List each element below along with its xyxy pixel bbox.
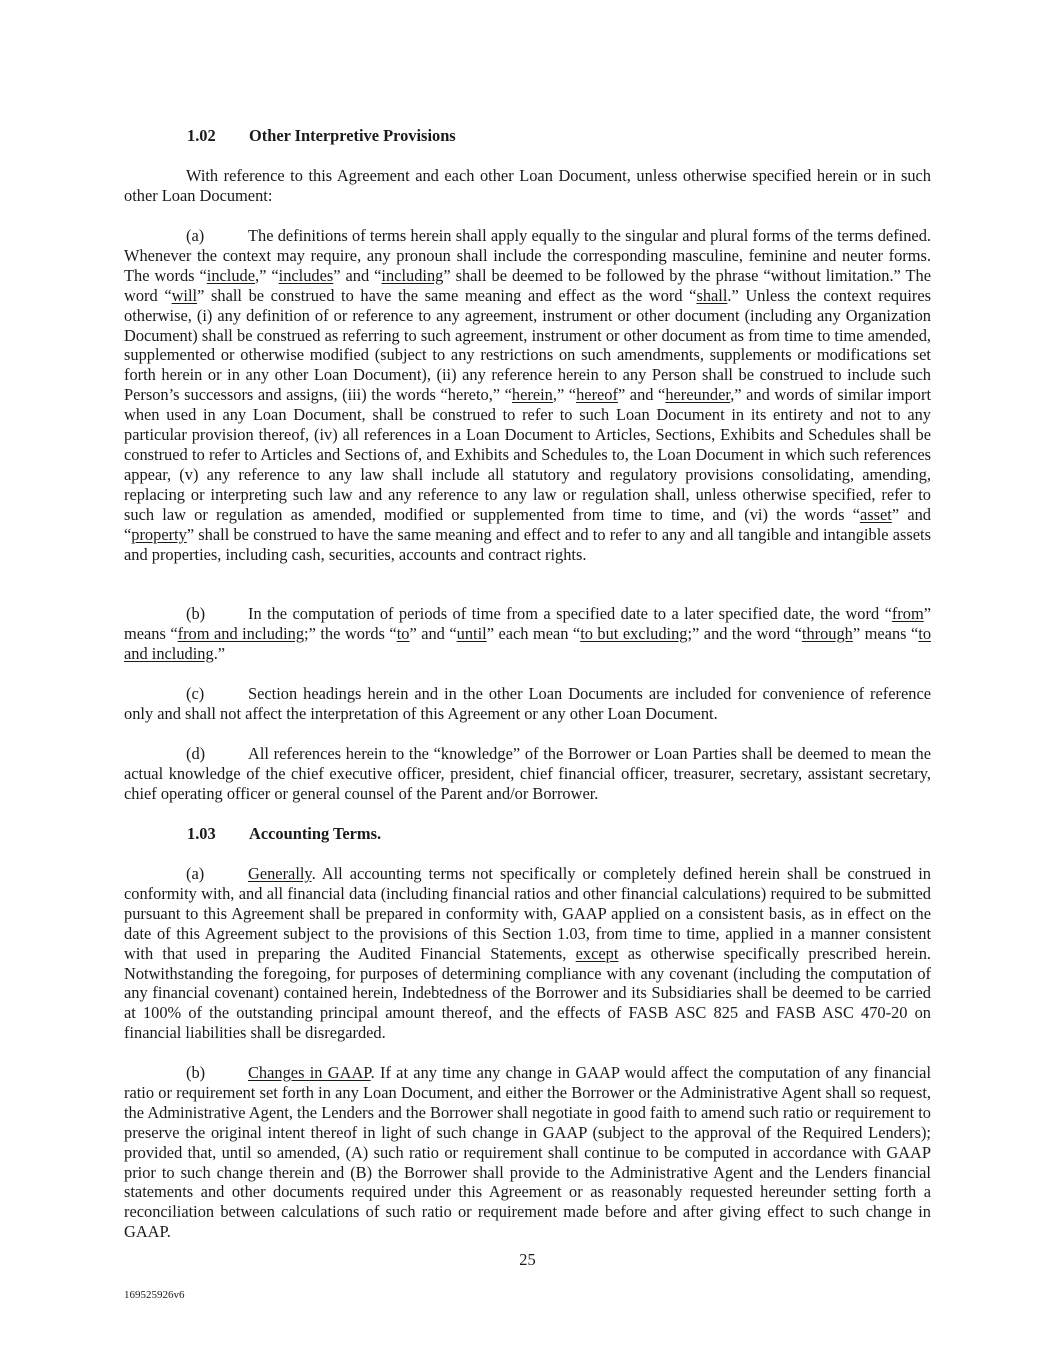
paragraph-c: (c) Section headings herein and in the other Loan Documents are included for convenience of reference only and shall not affect the interpretation of this Agreement or any other Loan Document. bbox=[124, 684, 931, 723]
page-number: 25 bbox=[519, 1250, 536, 1269]
document-id: 169525926v6 bbox=[124, 1289, 185, 1301]
paragraph-d: (d) All references herein to the “knowledge” of the Borrower or Loan Parties shall be deemed to mean the actual knowledge of the chief executive officer, president, chief financial officer, treasurer, secretary, assistant secretary, chief operating officer or general counsel of the Parent and/or Borrower. bbox=[124, 744, 931, 803]
section-1-02-heading bbox=[187, 126, 887, 146]
intro-paragraph: With reference to this Agreement and each other Loan Document, unless otherwise specified herein or in such other Loan Document: bbox=[124, 166, 931, 205]
paragraph-label: (b) bbox=[186, 1063, 206, 1082]
section-number: 1.03 bbox=[187, 824, 216, 843]
section-1-03-heading bbox=[187, 824, 887, 844]
section-title: Accounting Terms. bbox=[249, 824, 382, 843]
paragraph-a: (a) The definitions of terms herein shall apply equally to the singular and plural forms of the terms defined. Whenever the context may require, any pronoun shall include the corresponding masculine, feminine and neuter forms. The words “include,” “includes” and “including” shall be deemed to be followed by the phrase “without limitation.” The word “will” shall be construed to have the same meaning and effect as the word “shall.” Unless the context requires otherwise, (i) any definition of or reference to any agreement, instrument or other document (including any Organization Document) shall be construed as referring to such agreement, instrument or other document as from time to time amended, supplemented or otherwise modified (subject to any restrictions on such amendments, supplements or modifications set forth herein or in any other Loan Document), (ii) any reference herein to any Person shall be construed to include such Person’s successors and assigns, (iii) the words “hereto,” “herein,” “hereof” and “hereunder,” and words of similar import when used in any Loan Document, shall be construed to refer to such Loan Document in its entirety and not to any particular provision thereof, (iv) all references in a Loan Document to Articles, Sections, Exhibits and Schedules shall be construed to refer to Articles and Sections of, and Exhibits and Schedules to, the Loan Document in which such references appear, (v) any reference to any law shall include all statutory and regulatory provisions consolidating, amending, replacing or interpreting such law and any reference to any law or regulation shall, unless otherwise specified, refer to such law or regulation as amended, modified or supplemented from time to time, and (vi) the words “asset” and “property” shall be construed to have the same meaning and effect and to refer to any and all tangible and intangible assets and properties, including cash, securities, accounts and contract rights. bbox=[124, 226, 932, 564]
accounting-paragraph-a: (a) Generally. All accounting terms not specifically or completely defined herein shall be construed in conformity with, and all financial data (including financial ratios and other financial calculations) required to be submitted pursuant to this Agreement shall be prepared in conformity with, GAAP applied on a consistent basis, as in effect on the date of this Agreement subject to the provisions of this Section 1.03, from time to time, applied in a manner consistent with that used in preparing the Audited Financial Statements, except as otherwise specifically prescribed herein. Notwithstanding the foregoing, for purposes of determining compliance with any covenant (including the computation of any financial covenant) contained herein, Indebtedness of the Borrower and its Subsidiaries shall be deemed to be carried at 100% of the outstanding principal amount thereof, and the effects of FASB ASC 825 and FASB ASC 470-20 on financial liabilities shall be disregarded. bbox=[124, 864, 931, 1043]
section-number: 1.02 bbox=[187, 126, 216, 145]
subheading-changes-in-gaap: Changes in GAAP bbox=[248, 1063, 371, 1082]
paragraph-label: (c) bbox=[186, 684, 205, 703]
paragraph-label: (a) bbox=[186, 864, 205, 883]
paragraph-label: (d) bbox=[186, 744, 206, 763]
accounting-paragraph-b: (b) Changes in GAAP. If at any time any change in GAAP would affect the computation of any financial ratio or requirement set forth in any Loan Document, and either the Borrower or the Administrative Agent shall so request, the Administrative Agent, the Lenders and the Borrower shall negotiate in good faith to amend such ratio or requirement to preserve the original intent thereof in light of such change in GAAP (subject to the approval of the Required Lenders); provided that, until so amended, (A) such ratio or requirement shall continue to be computed in accordance with GAAP prior to such change therein and (B) the Borrower shall provide to the Administrative Agent and the Lenders financial statements and other documents required under this Agreement or as reasonably requested hereunder setting forth a reconciliation between calculations of such ratio or requirement made before and after giving effect to such change in GAAP. bbox=[124, 1063, 932, 1242]
subheading-generally: Generally bbox=[248, 864, 312, 883]
paragraph-label: (a) bbox=[186, 226, 205, 245]
paragraph-label: (b) bbox=[186, 604, 206, 623]
section-title: Other Interpretive Provisions bbox=[249, 126, 456, 145]
paragraph-b: (b) In the computation of periods of time from a specified date to a later specified date, the word “from” means “from and including;” the words “to” and “until” each mean “to but excluding;” and the word “through” means “to and including.” bbox=[124, 604, 932, 663]
